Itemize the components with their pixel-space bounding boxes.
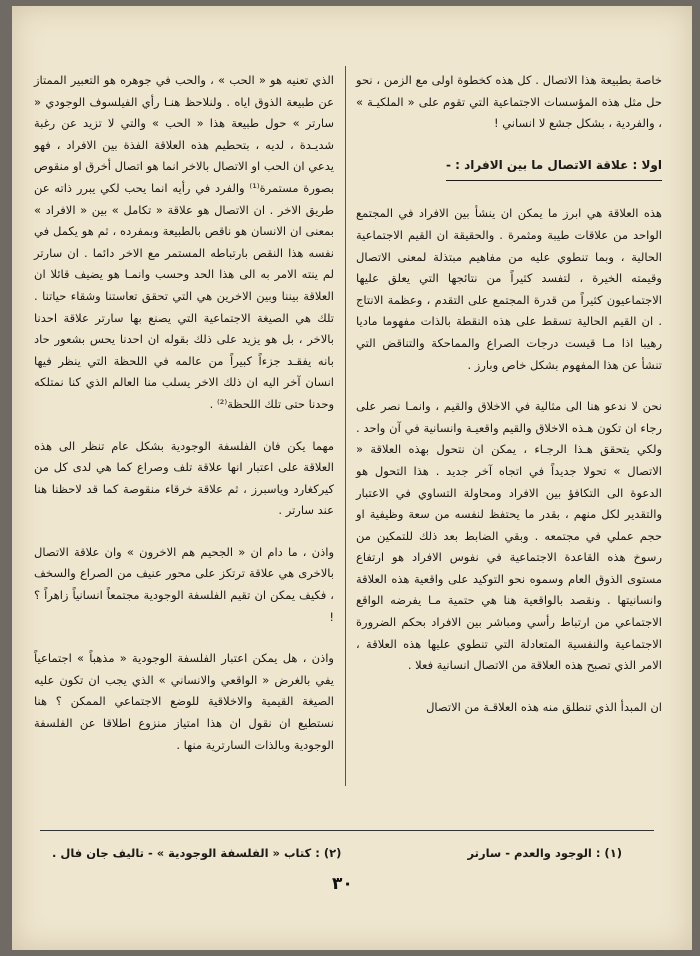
left-column <box>34 70 334 776</box>
footnote-1: (١) : الوجود والعدم - سارتر <box>467 846 622 860</box>
paragraph: واذن ، هل يمكن اعتبار الفلسفة الوجودية « مذهباً » اجتماعياً يفي بالغرض « الواقعي والانساني » الذي يجب ان تكون عليه الصيغة القيمية والاخلاقية للوضع الاجتماعي الممكن ؟ هنا نستطيع ان نقول ان هذا امتياز منزوع اطلاقا عن الفلسفة الوجودية وبالذات السارترية منها . <box>34 651 334 752</box>
footnote-2: (٢) : كتاب « الفلسفة الوجودية » - تاليف جان فال . <box>52 846 342 860</box>
page-number: ٣٠ <box>332 874 353 894</box>
paragraph: الذي تعنيه هو « الحب » ، والحب في جوهره هو التعبير الممتاز عن طبيعة الذوق اياه . ولنلاحظ هنـا رأي الفيلسوف الوجودي « سارتر » حول طبيعة هذا « الحب » والتي لا تزيد عن رغبة شديـدة ، لديه ، بتحطيم هذه العلاقة الفذة بين الافراد ، فهو يدعي ان الحب او الاتصال بالاخر انما هو اتصال أخرق او منقوص بصورة مستمرة⁽¹⁾ والفرد في رأيه انما يحب لكي يبرر ذاته عن طريق الاخر . ان الاتصال هو علاقة « تكامل » بين « الافراد » بمعنى ان الانسان هو ناقص بالطبيعة وبمفرده ، ثم هو يكمل في نفسه هذا النقص بارتباطه المستمر مع الاخر دائما . ان سارتر لم ينته الامر به الى هذا الحد وحسب وانمـا هو يضيف قائلا ان العلاقة بيننا وبين الاخرين هي التي تحقق تعاستنا وشقاء حياتنا . تلك هي الصيغة الاجتماعية التي يصنع بها سارتر علاقة احدنا بالاخر ، بل هو يزيد على ذلك بقوله ان احدنا يحس بشعور حاد بانه يفقـد جزءاً كبيراً من عالمه في اللحظة التي ينظر فيها انسان آخر اليه ان ذلك الاخر يسلب منا العالم الذي كنا نمتلكه وحدنا حتى تلك اللحظة⁽²⁾ . <box>34 73 334 411</box>
section-heading: اولا : علاقة الاتصال ما بين الافراد : - <box>446 155 662 182</box>
right-column <box>356 70 662 738</box>
paragraph: هذه العلاقة هي ابرز ما يمكن ان ينشأ بين الافراد في المجتمع الواحد من علاقات طيبة ومثمرة . والحقيقة ان القيم الاجتماعية الحالية ، وبما تنطوي عليه من مفاهيم مبتذلة لمعنى الاتصال وقيمته الخيرة ، لتفسد كثيراً من نتائجها التي يعلق عليها الاجتماعيون كثيراً من قدرة المجتمع على التقدم ، وعظمة الانتاج . ان القيم الحالية تسقط على هذه النقطة بالذات مفهوما ماديا رهيبا اذا مـا قيست درجات الصراع والمماحكة والتناقض التي تنشأ عن هذا المفهوم بشكل خاص وبارز . <box>356 206 662 372</box>
paragraph: واذن ، ما دام ان « الجحيم هم الاخرون » وان علاقة الاتصال بالاخرى هي علاقة ترتكز على محور عنيف من الصراع والسخف ، فكيف يمكن ان تقيم الفلسفة الوجودية مجتمعاً انسانياً زاهراً ؟ ! <box>34 544 334 624</box>
paragraph: نحن لا ندعو هنا الى مثالية في الاخلاق والقيم ، وانمـا نصر على رجاء ان تكون هـذه الاخلاق والقيم واقعيـة وانسانية في آن واحد . ولكي يتحقق هـذا الرجـاء ، يمكن ان نتحول بهذه العلاقة « الاتصال » تحولا جديداً في اتجاه آخر جديد . هذا التحول هو الدعوة الى التكافؤ بين الافراد ومحاولة التساوي في الاعتبار والتقدير لكل منهم ، بقدر ما يحتفظ لنفسه من سعة وظيفية او حجم عملي في مجتمعه . وبقي الضابط بعد ذلك للتمكين من رسوخ هذه القاعدة الاجتماعية في نفوس الافراد هو ارتفاع مستوى الذوق العام وسموه نحو التوكيد على واقعية هذه العلاقة وانسانيتها . ونقصد بالواقعية هنا هي حتمية مـا يفرضه الواقع الاجتماعي من ارتباط رأسي ومباشر بين الافراد بحكم الضرورة الاجتماعية والنفسية المتعادلة التي تنطوي عليها هذه العلاقة ، الامر الذي تصبح هذه العلاقة من الاتصال انسانية فعلا . <box>356 399 662 673</box>
paragraph: مهما يكن فان الفلسفة الوجودية بشكل عام تنظر الى هذه العلاقة على اعتبار انها علاقة تلف وصراع كما هي لدى كل من كيركغارد وياسبرز ، ثم علاقة خرقاء منقوصة كما قد لاحظنا هنا عند سارتر . <box>34 438 334 518</box>
paragraph: خاصة بطبيعة هذا الاتصال . كل هذه كخطوة اولى مع الزمن ، نحو حل مثل هذه المؤسسات الاجتماعية التي تقوم على « الملكيـة » ، والفردية ، بشكل جشع لا انساني ! <box>356 73 662 131</box>
book-page <box>12 6 692 950</box>
footnote-rule <box>40 830 654 831</box>
column-divider <box>345 66 346 786</box>
paragraph: ان المبدأ الذي تنطلق منه هذه العلاقـة من الاتصال <box>426 699 662 714</box>
